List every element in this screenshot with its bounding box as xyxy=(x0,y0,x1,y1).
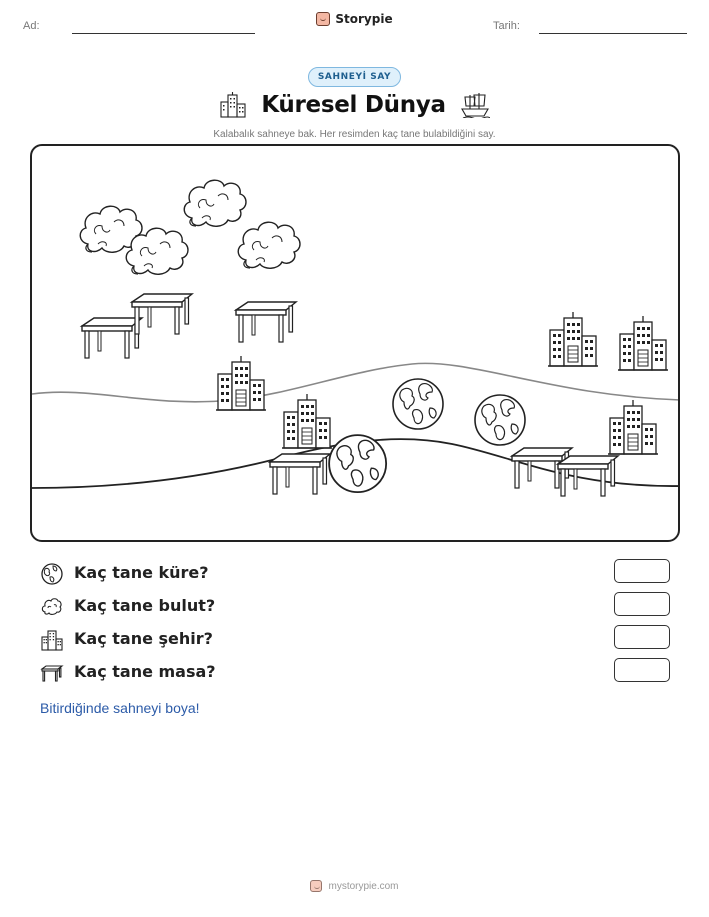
brand-logo xyxy=(0,12,709,26)
cloud xyxy=(184,180,246,226)
answer-box-globe[interactable] xyxy=(614,559,670,583)
question-text: Kaç tane bulut? xyxy=(74,596,216,615)
table xyxy=(132,294,192,334)
table xyxy=(270,454,330,494)
date-label: Tarih: xyxy=(493,20,520,32)
city xyxy=(282,394,332,448)
question-city xyxy=(40,628,670,652)
answer-box-city[interactable] xyxy=(614,625,670,649)
globe xyxy=(475,395,525,445)
question-cloud xyxy=(40,595,670,619)
table xyxy=(236,302,296,342)
globe-icon xyxy=(40,562,64,586)
table-icon xyxy=(40,661,64,685)
brand-name: Storypie xyxy=(335,12,393,26)
city xyxy=(548,312,598,366)
city xyxy=(618,316,668,370)
cloud-icon xyxy=(40,595,64,619)
storypie-logo-icon xyxy=(316,12,330,26)
answer-box-table[interactable] xyxy=(614,658,670,682)
answer-box-cloud[interactable] xyxy=(614,592,670,616)
city xyxy=(216,356,266,410)
city-icon xyxy=(219,92,247,118)
page-title: Küresel Dünya xyxy=(261,92,446,118)
question-text: Kaç tane küre? xyxy=(74,563,209,582)
instructions: Kalabalık sahneye bak. Her resimden kaç tane bulabildiğini say. xyxy=(213,129,496,140)
globe xyxy=(393,379,443,429)
storypie-logo-icon xyxy=(310,880,322,892)
date-line[interactable] xyxy=(539,33,687,34)
question-text: Kaç tane şehir? xyxy=(74,629,213,648)
activity-badge: SAHNEYİ SAY xyxy=(308,67,401,87)
city xyxy=(608,400,658,454)
footer-url[interactable]: mystorypie.com xyxy=(328,880,399,892)
name-label: Ad: xyxy=(23,20,40,32)
city-icon xyxy=(40,628,64,652)
globe xyxy=(329,435,386,492)
footer xyxy=(0,880,709,892)
ship-icon xyxy=(460,92,490,118)
question-text: Kaç tane masa? xyxy=(74,662,216,681)
question-table xyxy=(40,661,670,685)
counting-scene xyxy=(30,144,680,542)
name-line[interactable] xyxy=(72,33,255,34)
finish-instruction: Bitirdiğinde sahneyi boya! xyxy=(40,700,200,716)
question-globe xyxy=(40,562,670,586)
cloud xyxy=(238,222,300,268)
table xyxy=(82,318,142,358)
